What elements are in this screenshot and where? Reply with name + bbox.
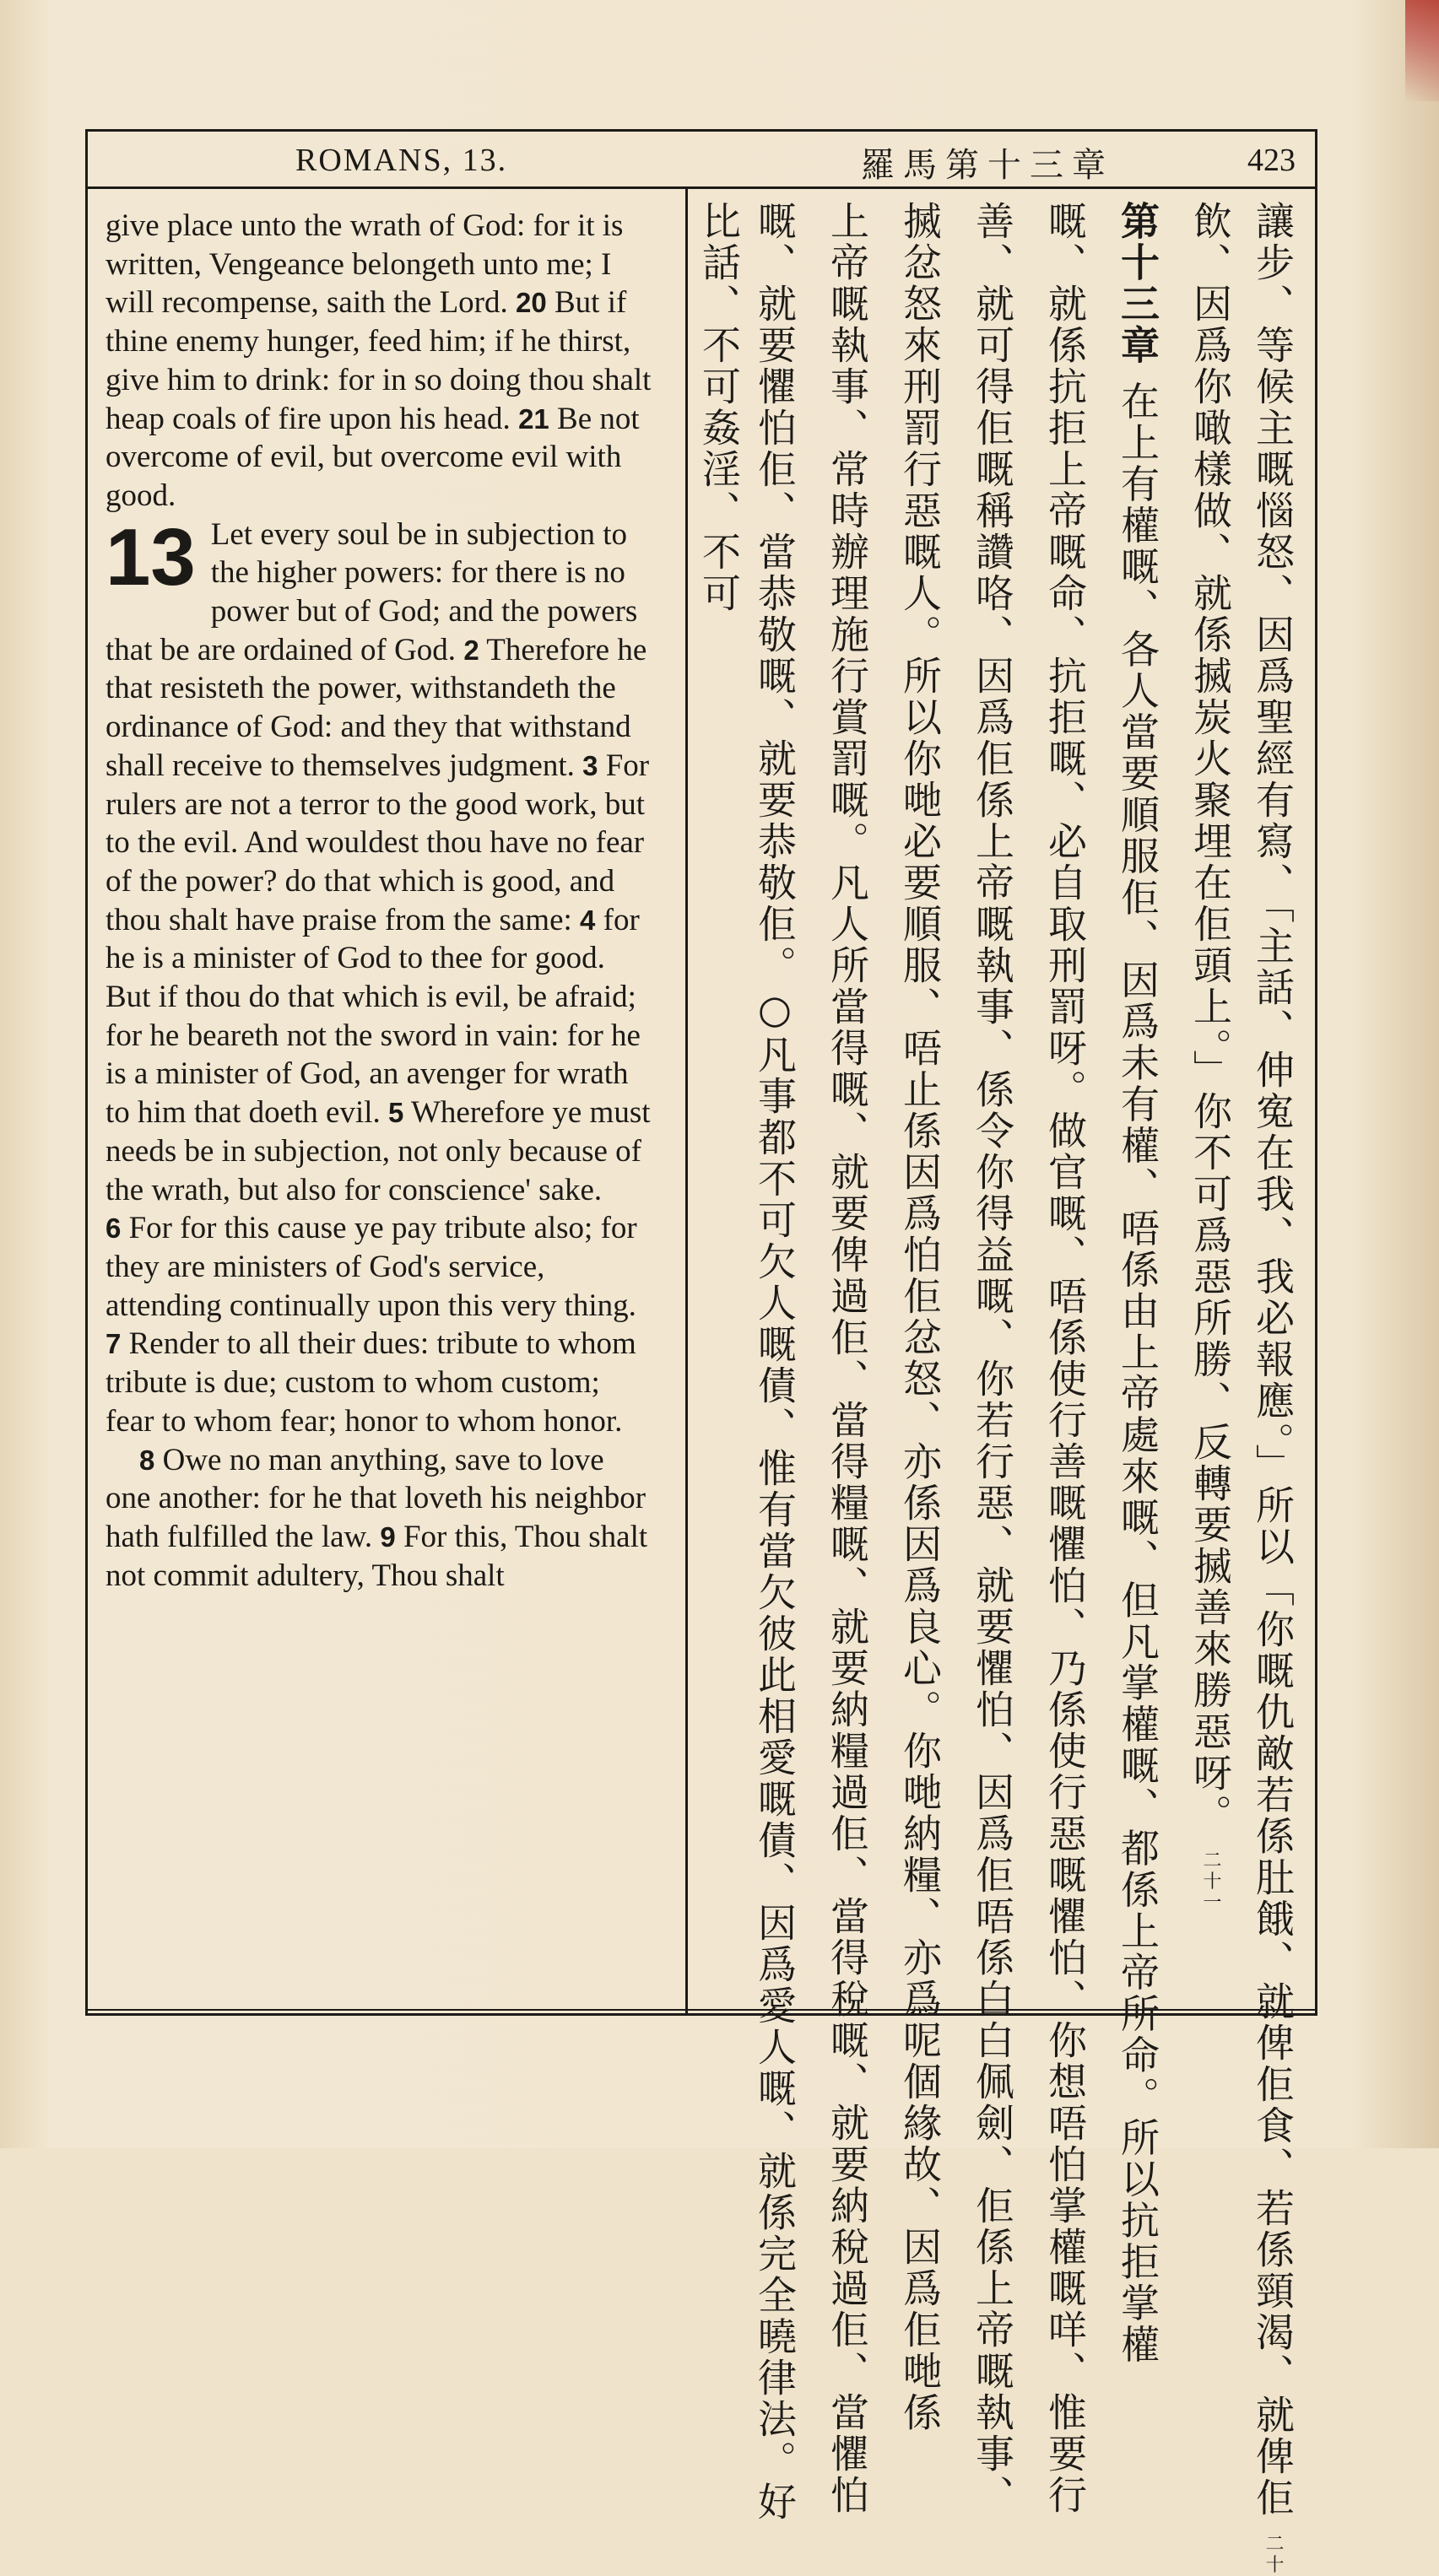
verse-number: 21 (518, 402, 549, 435)
chinese-column-9 (694, 201, 744, 2006)
chinese-text: 比話、不可姦淫、不可 (696, 201, 742, 614)
chinese-chapter-heading: 第十三章 (1115, 201, 1160, 366)
chinese-column-6 (895, 201, 945, 2433)
verse-8: Owe no man anything, save to love one another: for he that loveth his neighbor hath fulfilled the law. (105, 1442, 646, 1554)
verse-2: Therefore he that resisteth the power, withstandeth the ordinance of God: and they that withstand shall receive to themselves judgment. (105, 632, 647, 783)
chinese-column-8 (749, 201, 800, 2523)
verse-number: 20 (516, 287, 547, 319)
verse-7: Render to all their dues: tribute to whom tribute is due; custom to whom custom; fear to whom fear; honor to whom honor. (105, 1326, 636, 1439)
english-column (105, 207, 654, 1595)
verse-4: for he is a minister of God to thee for good. But if thou do that which is evil, be afraid; for he beareth not the sword in vain: for he is a minister of God, an avenger for wrath to him that doeth evil. (105, 902, 641, 1131)
verse-number: 6 (105, 1212, 122, 1245)
verse-3: For rulers are not a terror to the good work, but to the evil. And wouldest thou have no fear of the power? do that which is good, and thou shalt have praise from the same: (105, 748, 650, 937)
chinese-text: 飲、因爲你噉樣做、就係搣炭火聚埋在佢頭上。」你不可爲惡所勝、反轉要搣善來勝惡呀。 (1187, 201, 1233, 1835)
chinese-column-3 (1112, 201, 1163, 2366)
verse-number: 9 (380, 1520, 396, 1553)
header-rule (85, 186, 1315, 189)
chinese-text: 嘅、就係抗拒上帝嘅命、抗拒嘅、必自取刑罰呀。做官嘅、唔係使行善嘅懼怕、乃係使行惡嘅懼怕、你想唔怕掌權嘅咩、惟要行 (1042, 201, 1088, 2516)
running-head-chinese: 羅馬第十三章 (861, 146, 1114, 185)
chinese-column-1 (1247, 201, 1298, 2576)
chinese-column-7 (822, 201, 873, 2516)
verse-9: For this, Thou shalt not commit adultery, Thou shalt (105, 1519, 648, 1593)
verse-number: 2 (463, 634, 479, 666)
verse-6: For for this cause ye pay tribute also; for they are ministers of God's service, attending continually upon this very thing. (105, 1211, 637, 1323)
chapter-number: 13 (105, 511, 196, 602)
verse-text (105, 207, 654, 516)
verse-19-tail: give place unto the wrath of God: for it is written, Vengeance belongeth unto me; I will recompense, saith the Lord. (105, 208, 624, 321)
chinese-text: 善、就可得佢嘅稱讚咯、因爲佢係上帝嘅執事、係令你得益嘅、你若行惡、就要懼怕、因爲佢唔係白白佩劍、佢係上帝嘅執事、 (970, 201, 1015, 2516)
verse-20: But if thine enemy hunger, feed him; if he thirst, give him to drink: for in so doing thou shalt heap coals of fire upon his head. (105, 285, 652, 436)
verse-number: 3 (582, 749, 598, 781)
running-head-english: ROMANS, 13. (295, 143, 508, 178)
page-number: 423 (1247, 143, 1296, 178)
verse-number: 8 (139, 1444, 155, 1476)
chinese-text: 嘅、就要懼怕佢、當恭敬嘅、就要恭敬佢。○凡事都不可欠人嘅債、惟有當欠彼此相愛嘅債、因爲愛人嘅、就係完全曉律法。好 (752, 201, 798, 2523)
verse-number: 二十 (1263, 2533, 1284, 2576)
verse-number: 5 (388, 1097, 404, 1129)
verse-5: Wherefore ye must needs be in subjection, not only because of the wrath, but also for conscience' sake. (105, 1095, 651, 1207)
chinese-column-5 (967, 201, 1018, 2516)
verse-1: Let every soul be in subjection to the higher powers: for there is no power but of God; and the powers that be are ordained of God. (105, 516, 638, 667)
chinese-column-2 (1185, 201, 1236, 2006)
verse-21: Be not overcome of evil, but overcome evil with good. (105, 401, 640, 513)
chapter-13-opening (105, 511, 654, 1210)
chinese-text: 搣忿怒來刑罰行惡嘅人。所以你哋必要順服、唔止係因爲怕佢忿怒、亦係因爲良心。你哋納糧、亦爲呢個緣故、因爲佢哋係 (897, 201, 943, 2433)
verse-text (105, 1209, 654, 1440)
verse-text (105, 1441, 654, 1596)
chinese-text: 讓步、等候主嘅惱怒、因爲聖經有寫、「主話、伸寃在我、我必報應。」所以「你嘅仇敵若係肚餓、就俾佢食、若係頸渴、就俾佢 (1250, 201, 1296, 2519)
chinese-text: 在上有權嘅、各人當要順服佢、因爲未有權、唔係由上帝處來嘅、但凡掌權嘅、都係上帝所命。所以抗拒掌權 (1115, 381, 1160, 2366)
verse-number: 7 (105, 1328, 122, 1360)
book-cover-corner (1405, 0, 1439, 101)
chinese-column-4 (1040, 201, 1090, 2516)
verse-number: 二十一 (1200, 1850, 1221, 1914)
column-divider (685, 188, 688, 2013)
chinese-text: 上帝嘅執事、常時辦理施行賞罰嘅。凡人所當得嘅、就要俾過佢、當得糧嘅、就要納糧過佢、當得稅嘅、就要納稅過佢、當懼怕 (825, 201, 870, 2516)
verse-number: 4 (580, 904, 596, 936)
